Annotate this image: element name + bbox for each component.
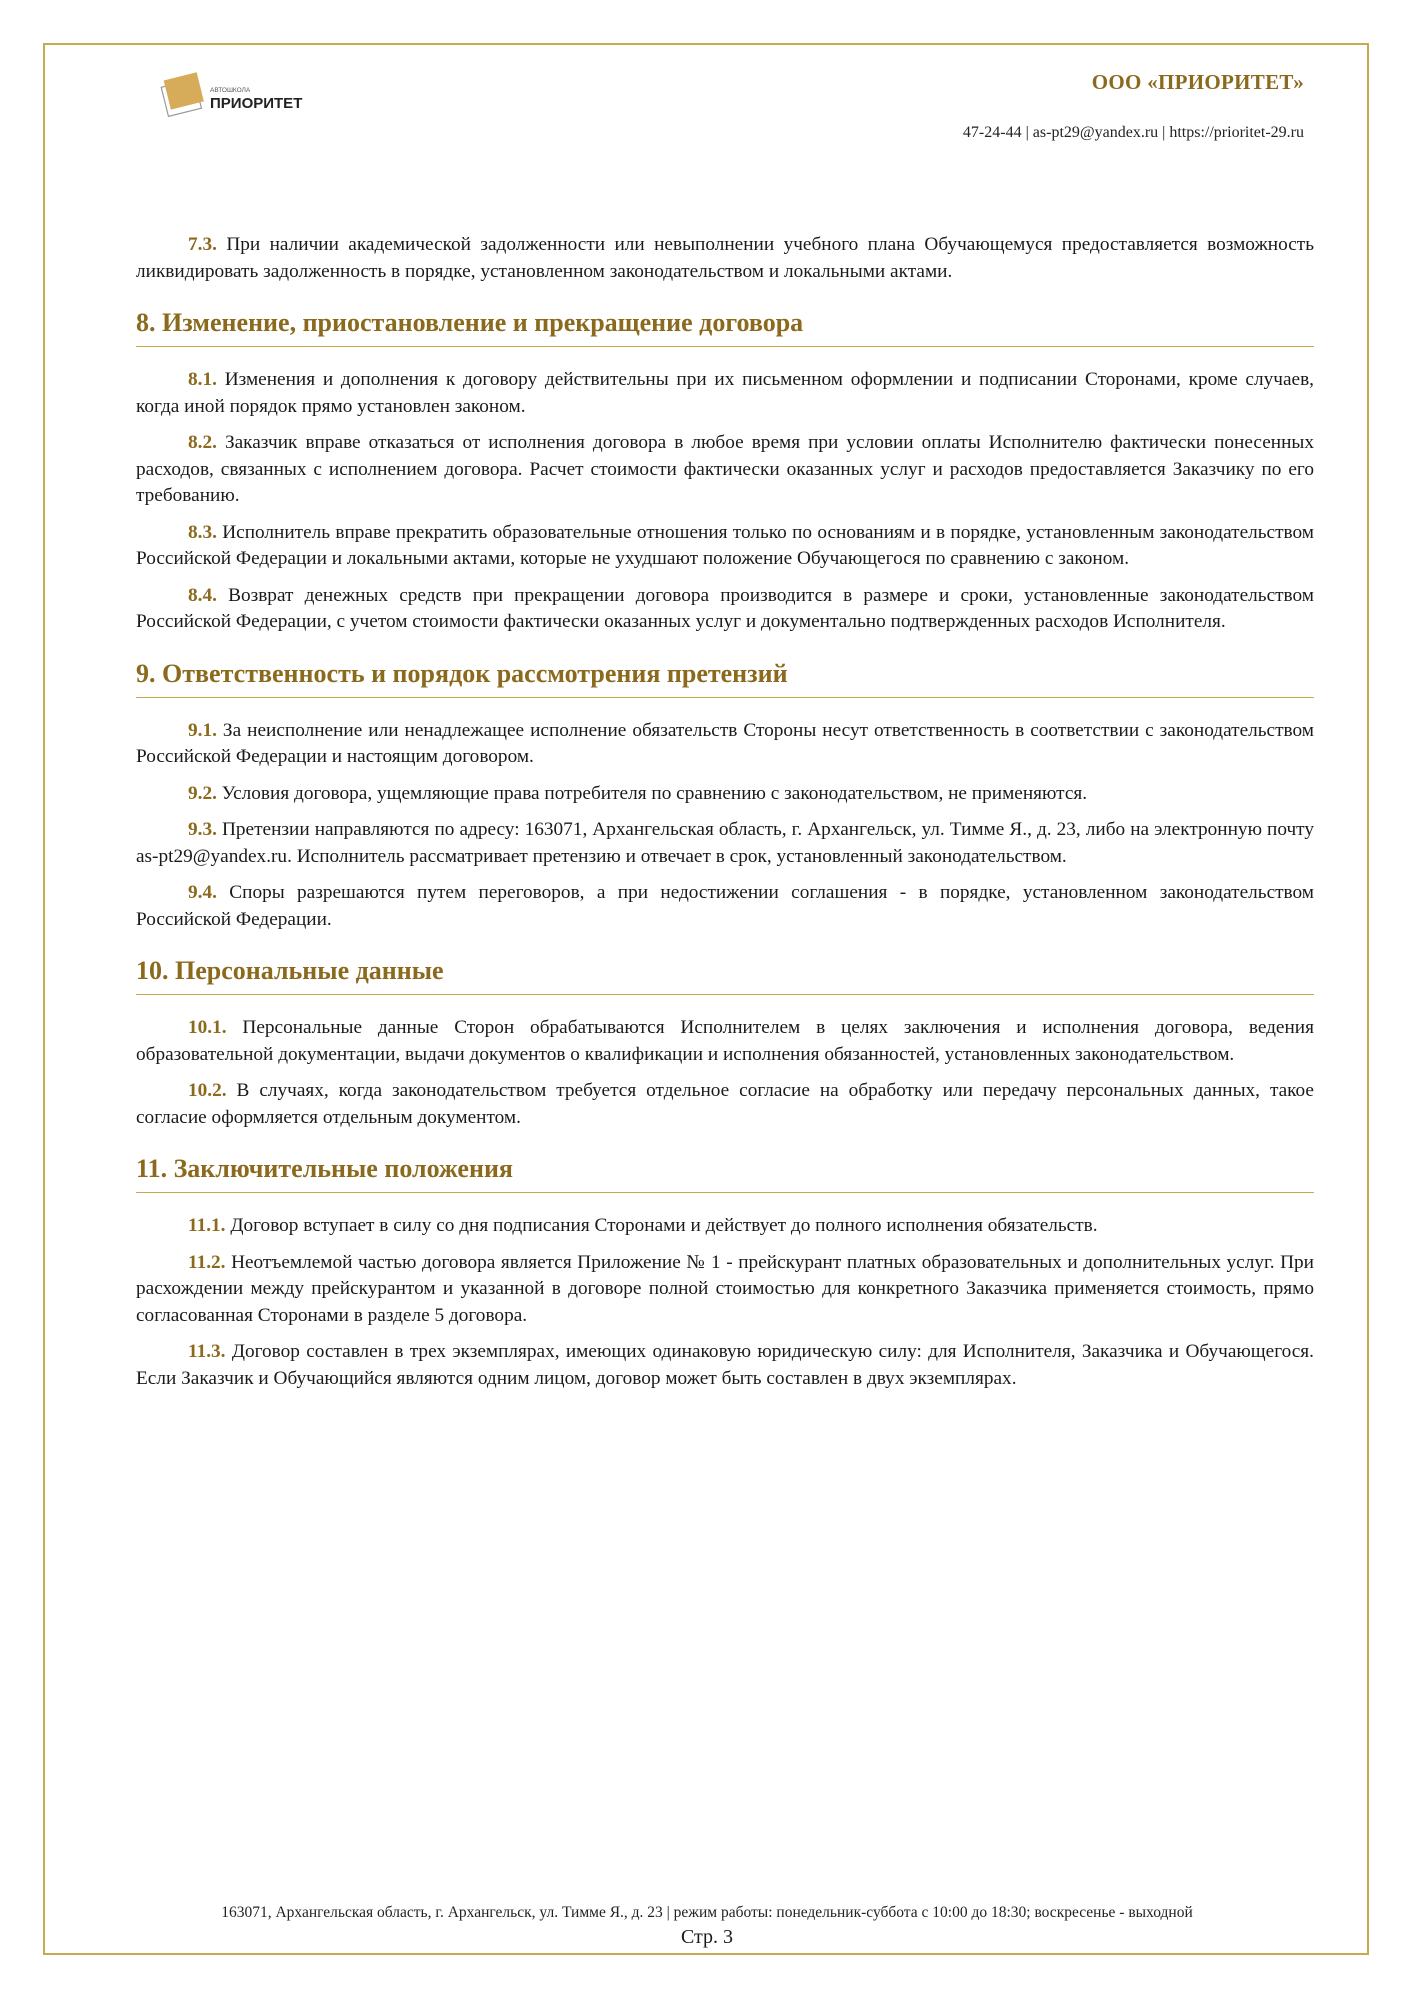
clause-11-1 [136,1213,1314,1240]
clause-text: Заказчик вправе отказаться от исполнения договора в любое время при условии оплаты Исполнителю фактически понесенных расходов, связанных с исполнением договора. Расчет стоимости фактически оказанных услуг и расходов предоставляется Заказчику по его требованию. [136,432,1314,506]
section-heading-10: 10. Персональные данные [136,955,1314,995]
clause-9-1 [136,718,1314,771]
clause-number: 11.1. [188,1215,226,1236]
clause-10-1 [136,1015,1314,1068]
clause-text: Персональные данные Сторон обрабатываются Исполнителем в целях заключения и исполнения договора, ведения образовательной документации, выдачи документов о квалификации и исполнения обязанностей, установленных законодательством. [136,1017,1314,1065]
logo-small-text: АВТОШКОЛА [210,87,251,94]
clause-10-2 [136,1078,1314,1131]
document-body [136,232,1314,1402]
clause-11-2 [136,1250,1314,1330]
clause-text: Исполнитель вправе прекратить образовательные отношения только по основаниям и в порядке, установленным законодательством Российской Федерации и локальными актами, которые не ухудшают положение Обучающегося по сравнению с законом. [136,521,1314,569]
section-heading-9: 9. Ответственность и порядок рассмотрения претензий [136,658,1314,698]
clause-8-2 [136,430,1314,510]
clause-number: 9.2. [188,782,217,804]
clause-text: При наличии академической задолженности или невыполнении учебного плана Обучающемуся предоставляется возможность ликвидировать задолженность в порядке, установленном законодательством и локальными актами. [136,234,1314,282]
clause-text: Договор вступает в силу со дня подписания Сторонами и действует до полного исполнения обязательств. [230,1215,1098,1236]
clause-11-3 [136,1339,1314,1392]
clause-number: 7.3. [188,234,217,255]
clause-number: 10.2. [188,1080,227,1101]
clause-text: Условия договора, ущемляющие права потребителя по сравнению с законодательством, не применяются. [221,782,1088,804]
clause-8-4 [136,583,1314,636]
clause-number: 10.1. [188,1017,227,1038]
clause-text: В случаях, когда законодательством требуется отдельное согласие на обработку или передачу персональных данных, такое согласие оформляется отдельным документом. [136,1080,1314,1128]
clause-text: Претензии направляются по адресу: 163071, Архангельская область, г. Архангельск, ул. Тимме Я., д. 23, либо на электронную почту as-pt29@yandex.ru. Исполнитель рассматривает претензию и отвечает в срок, установленный законодательством. [136,819,1314,867]
clause-number: 8.2. [188,432,217,453]
logo-mark-icon [158,66,303,124]
clause-text: Возврат денежных средств при прекращении договора производится в размере и сроки, установленные законодательством Российской Федерации, с учетом стоимости фактически оказанных услуг и документально подтвержденных расходов Исполнителя. [136,584,1315,632]
section-heading-11: 11. Заключительные положения [136,1153,1314,1193]
clause-text: Договор составлен в трех экземплярах, имеющих одинаковую юридическую силу: для Исполнителя, Заказчика и Обучающегося. Если Заказчик и Обучающийся являются одним лицом, договор может быть составлен в двух экземплярах. [136,1341,1314,1389]
company-contacts: 47-24-44 | as-pt29@yandex.ru | https://prioritet-29.ru [962,124,1304,141]
clause-number: 9.4. [188,882,217,903]
section-heading-8: 8. Изменение, приостановление и прекращение договора [136,307,1314,347]
clause-text: Изменения и дополнения к договору действительны при их письменном оформлении и подписании Сторонами, кроме случаев, когда иной порядок прямо установлен законом. [136,369,1314,417]
clause-9-4 [136,880,1314,933]
clause-number: 11.3. [188,1341,226,1362]
clause-9-2 [136,781,1314,808]
clause-text: За неисполнение или ненадлежащее исполнение обязательств Стороны несут ответственность в соответствии с законодательством Российской Федерации и настоящим договором. [136,719,1314,767]
clause-number: 8.1. [188,369,217,390]
page-number: Стр. 3 [680,1926,734,1948]
clause-number: 9.1. [188,719,217,741]
clause-number: 8.3. [188,521,217,543]
clause-number: 9.3. [188,819,217,840]
clause-7-3 [136,232,1314,285]
clause-number: 8.4. [188,584,217,606]
clause-8-1 [136,367,1314,420]
footer-address: 163071, Архангельская область, г. Архангельск, ул. Тимме Я., д. 23 | режим работы: понедельник-суббота с 10:00 до 18:30; воскресенье - выходной [221,1904,1193,1921]
company-name: ООО «ПРИОРИТЕТ» [1091,70,1304,94]
clause-8-3 [136,520,1314,573]
clause-9-3 [136,817,1314,870]
company-logo [158,66,303,124]
logo-text: ПРИОРИТЕТ [210,95,303,112]
clause-text: Неотъемлемой частью договора является Приложение № 1 - прейскурант платных образовательных и дополнительных услуг. При расхождении между прейскурантом и указанной в договоре полной стоимостью для конкретного Заказчика применяется стоимость, прямо согласованная Сторонами в разделе 5 договора. [136,1251,1314,1326]
clause-text: Споры разрешаются путем переговоров, а при недостижении соглашения - в порядке, установленном законодательством Российской Федерации. [136,882,1315,930]
clause-number: 11.2. [188,1251,226,1273]
